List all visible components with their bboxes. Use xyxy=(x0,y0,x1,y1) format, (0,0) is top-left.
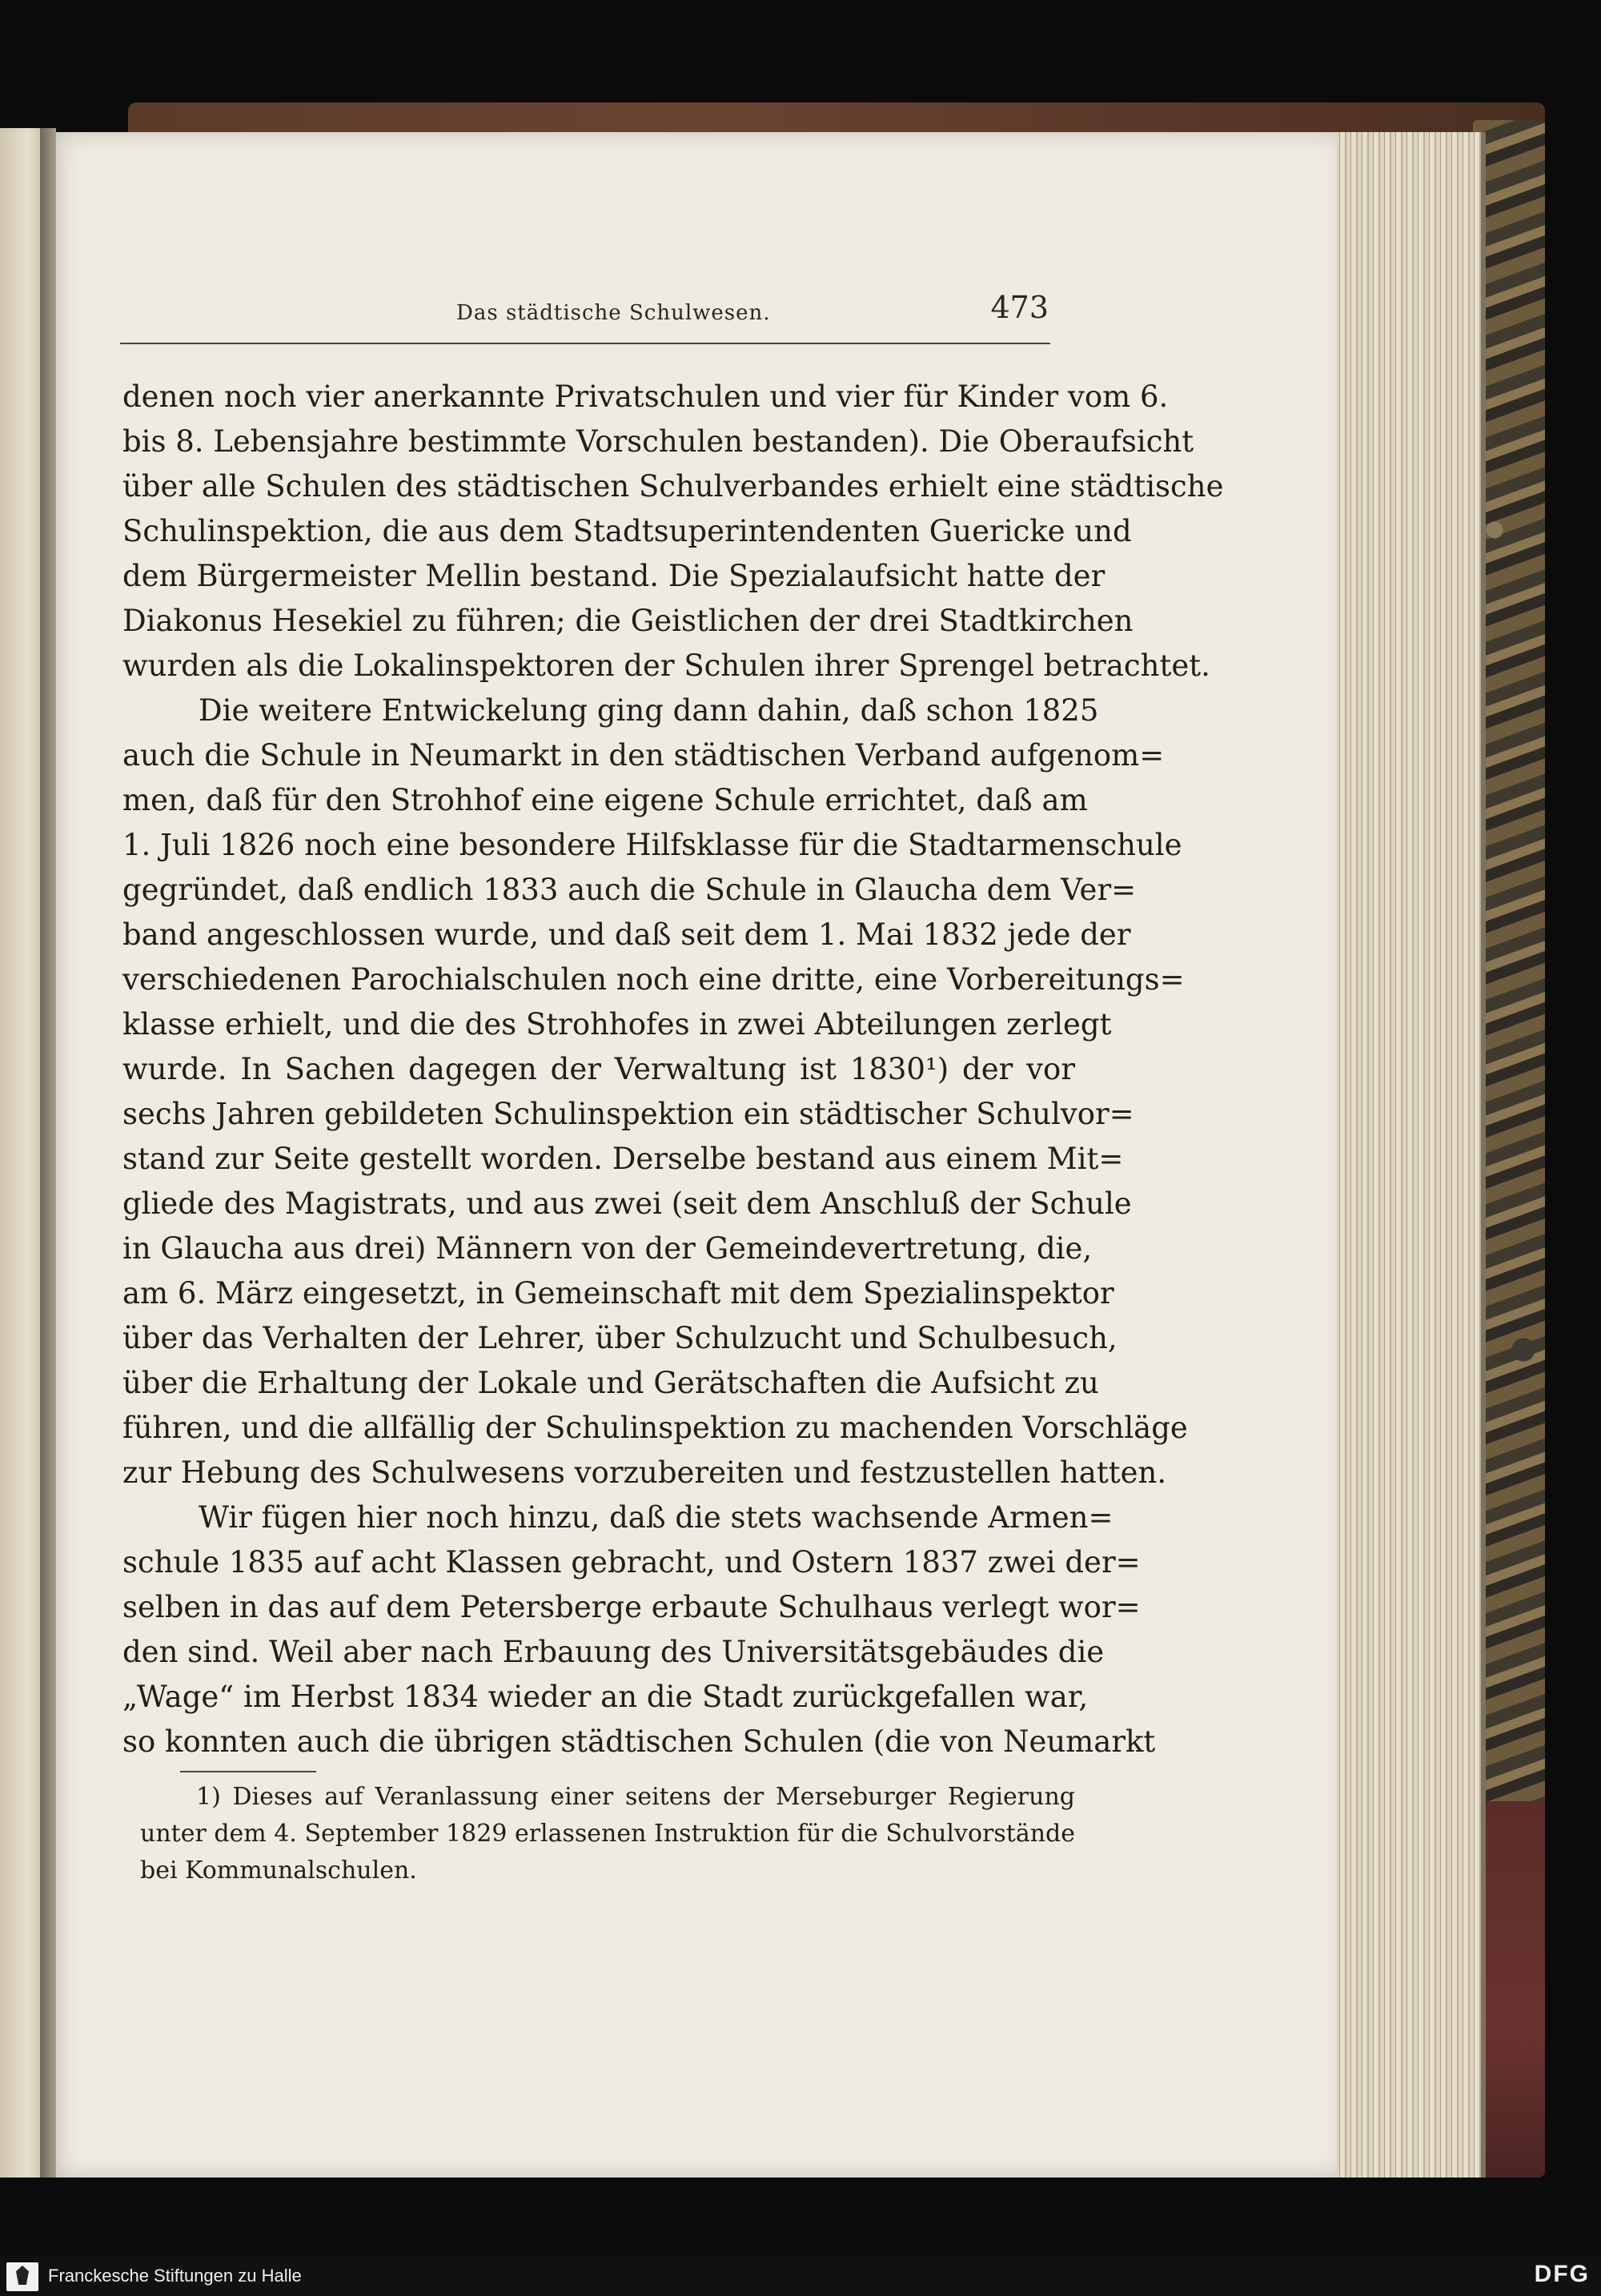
text-line: so konnten auch die übrigen städtischen Schulen (die von Neumarkt xyxy=(122,1724,1156,1759)
gutter xyxy=(40,128,56,2178)
text-line: zur Hebung des Schulwesens vorzubereiten und festzustellen hatten. xyxy=(122,1455,1167,1490)
footnote-line: unter dem 4. September 1829 erlassenen Instruktion für die Schulvorstände xyxy=(140,1820,1075,1848)
text-line: klasse erhielt, und die des Strohhofes in zwei Abteilungen zerlegt xyxy=(122,1007,1112,1042)
text-line: verschiedenen Parochialschulen noch eine dritte, eine Vorbereitungs= xyxy=(122,962,1185,997)
text-line: selben in das auf dem Petersberge erbaute Schulhaus verlegt wor= xyxy=(122,1590,1141,1624)
text-line: wurde. In Sachen dagegen der Verwaltung ist 1830¹) der vor xyxy=(122,1052,1075,1086)
dfg-logo: DFG xyxy=(1534,2261,1590,2287)
footnote-rule xyxy=(180,1771,316,1772)
text-line: auch die Schule in Neumarkt in den städtischen Verband aufgenom= xyxy=(122,738,1165,773)
text-line: über die Erhaltung der Lokale und Gerätschaften die Aufsicht zu xyxy=(122,1366,1099,1400)
running-head xyxy=(120,290,1049,343)
institution-label: Franckesche Stiftungen zu Halle xyxy=(48,2266,302,2286)
text-line: band angeschlossen wurde, und daß seit dem 1. Mai 1832 jede der xyxy=(122,917,1131,952)
text-line: gliede des Magistrats, und aus zwei (seit dem Anschluß der Schule xyxy=(122,1186,1132,1221)
body-text xyxy=(122,375,1224,1764)
text-line: 1. Juli 1826 noch eine besondere Hilfsklasse für die Stadtarmenschule xyxy=(122,828,1182,862)
text-line: men, daß für den Strohhof eine eigene Schule errichtet, daß am xyxy=(122,783,1088,817)
text-line: sechs Jahren gebildeten Schulinspektion ein städtischer Schulvor= xyxy=(122,1097,1134,1131)
text-line: stand zur Seite gestellt worden. Derselbe bestand aus einem Mit= xyxy=(122,1142,1124,1176)
text-line: über das Verhalten der Lehrer, über Schulzucht und Schulbesuch, xyxy=(122,1321,1117,1355)
page-stack-edge xyxy=(1329,132,1486,2178)
text-line: führen, und die allfällig der Schulinspektion zu machenden Vorschläge xyxy=(122,1411,1188,1445)
footer-bar xyxy=(0,2256,1601,2296)
text-line: gegründet, daß endlich 1833 auch die Schule in Glaucha dem Ver= xyxy=(122,873,1137,907)
text-line: über alle Schulen des städtischen Schulverbandes erhielt eine städtische xyxy=(122,469,1224,504)
text-line: bis 8. Lebensjahre bestimmte Vorschulen bestanden). Die Oberaufsicht xyxy=(122,424,1194,459)
footnote-line: bei Kommunalschulen. xyxy=(140,1856,417,1885)
page-number: 473 xyxy=(990,290,1049,325)
text-line: dem Bürgermeister Mellin bestand. Die Spezialaufsicht hatte der xyxy=(122,559,1105,593)
crest-icon xyxy=(6,2262,38,2291)
text-line: Schulinspektion, die aus dem Stadtsuperintendenten Guericke und xyxy=(122,514,1132,548)
text-line: in Glaucha aus drei) Männern von der Gemeindevertretung, die, xyxy=(122,1231,1093,1266)
text-line: „Wage“ im Herbst 1834 wieder an die Stadt zurückgefallen war, xyxy=(122,1680,1089,1714)
header-rule xyxy=(120,343,1050,344)
text-line: Die weitere Entwickelung ging dann dahin, daß schon 1825 xyxy=(199,693,1099,728)
text-line: schule 1835 auf acht Klassen gebracht, und Ostern 1837 zwei der= xyxy=(122,1545,1141,1580)
text-line: am 6. März eingesetzt, in Gemeinschaft mit dem Spezialinspektor xyxy=(122,1276,1114,1311)
text-line: den sind. Weil aber nach Erbauung des Universitätsgebäudes die xyxy=(122,1635,1105,1669)
text-line: Wir fügen hier noch hinzu, daß die stets wachsende Armen= xyxy=(199,1500,1113,1535)
footnote-line: 1) Dieses auf Veranlassung einer seitens der Merseburger Regierung xyxy=(196,1783,1075,1811)
text-line: denen noch vier anerkannte Privatschulen und vier für Kinder vom 6. xyxy=(122,379,1169,414)
text-line: wurden als die Lokalinspektoren der Schulen ihrer Sprengel betrachtet. xyxy=(122,648,1210,683)
footnotes xyxy=(140,1779,1075,1889)
text-line: Diakonus Hesekiel zu führen; die Geistlichen der drei Stadtkirchen xyxy=(122,604,1134,638)
running-title: Das städtische Schulwesen. xyxy=(456,301,771,325)
